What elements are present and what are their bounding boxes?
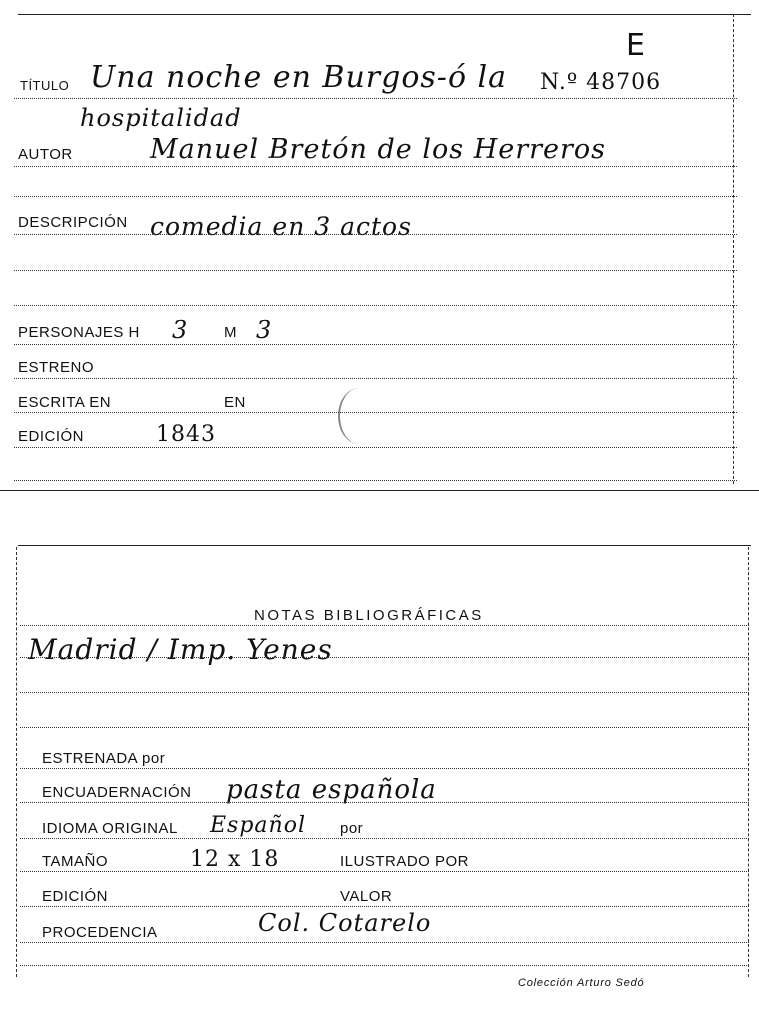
valor-label: VALOR — [340, 888, 393, 905]
blank-line-3 — [14, 305, 737, 306]
descripcion-line — [14, 234, 737, 235]
card-left-edge — [16, 547, 17, 977]
edicion2-line — [20, 906, 749, 907]
titulo-value-cont: hospitalidad — [80, 104, 242, 132]
personajes-line — [14, 344, 737, 345]
encuadernacion-line — [20, 802, 749, 803]
personajes-label: PERSONAJES H — [18, 324, 140, 341]
notas-value: Madrid / Imp. Yenes — [28, 633, 333, 666]
personajes-m-value: 3 — [256, 316, 273, 344]
autor-line — [14, 166, 737, 167]
encuadernacion-label: ENCUADERNACIÓN — [42, 784, 192, 801]
card-bottom-edge — [0, 490, 759, 491]
card-top-edge — [18, 545, 751, 546]
tamano-label: TAMAÑO — [42, 853, 109, 870]
notas-heading: NOTAS BIBLIOGRÁFICAS — [254, 607, 484, 624]
tamano-value: 12 x 18 — [190, 847, 280, 872]
descripcion-label: DESCRIPCIÓN — [18, 214, 128, 231]
procedencia-label: PROCEDENCIA — [42, 924, 158, 941]
blank-line-4 — [14, 480, 737, 481]
blank-line-2 — [14, 270, 737, 271]
titulo-line — [14, 98, 737, 99]
personajes-m-label: M — [224, 324, 237, 341]
escrita-label: ESCRITA EN — [18, 394, 112, 411]
descripcion-value: comedia en 3 actos — [150, 212, 412, 241]
catalog-card-bottom — [0, 495, 759, 1028]
blank-line-7 — [20, 965, 749, 966]
encuadernacion-value: pasta española — [226, 775, 437, 805]
catalog-card-top — [0, 0, 759, 495]
card-right-edge — [733, 14, 734, 484]
procedencia-value: Col. Cotarelo — [258, 909, 432, 937]
blank-line-6 — [20, 727, 749, 728]
titulo-label: TÍTULO — [20, 78, 70, 93]
edicion2-label: EDICIÓN — [42, 888, 109, 905]
edicion-line — [14, 447, 737, 448]
por-label: por — [340, 820, 364, 837]
blank-line-1 — [14, 196, 737, 197]
autor-label: AUTOR — [18, 146, 73, 163]
idioma-line — [20, 838, 749, 839]
estrenada-line — [20, 768, 749, 769]
procedencia-line — [20, 942, 749, 943]
card-top-edge — [18, 14, 751, 15]
personajes-h-value: 3 — [172, 316, 189, 344]
collection-footer: Colección Arturo Sedó — [518, 977, 645, 989]
tamano-line — [20, 871, 749, 872]
ilustrado-label: ILUSTRADO POR — [340, 853, 470, 870]
edicion-value: 1843 — [156, 422, 216, 447]
estreno-line — [14, 378, 737, 379]
idioma-label: IDIOMA ORIGINAL — [42, 820, 178, 837]
en-label: EN — [224, 394, 246, 411]
titulo-value: Una noche en Burgos-ó la — [90, 60, 508, 95]
edicion-label: EDICIÓN — [18, 428, 85, 445]
card-right-edge — [748, 547, 749, 977]
heading-line — [20, 625, 749, 626]
estrenada-label: ESTRENADA por — [42, 750, 166, 767]
idioma-value: Español — [210, 813, 306, 838]
punch-hole-mark — [338, 388, 380, 444]
corner-mark: E — [626, 28, 646, 63]
notas-line — [20, 657, 749, 658]
numero-value: N.º 48706 — [540, 70, 662, 95]
blank-line-5 — [20, 692, 749, 693]
estreno-label: ESTRENO — [18, 359, 95, 376]
autor-value: Manuel Bretón de los Herreros — [150, 134, 607, 165]
